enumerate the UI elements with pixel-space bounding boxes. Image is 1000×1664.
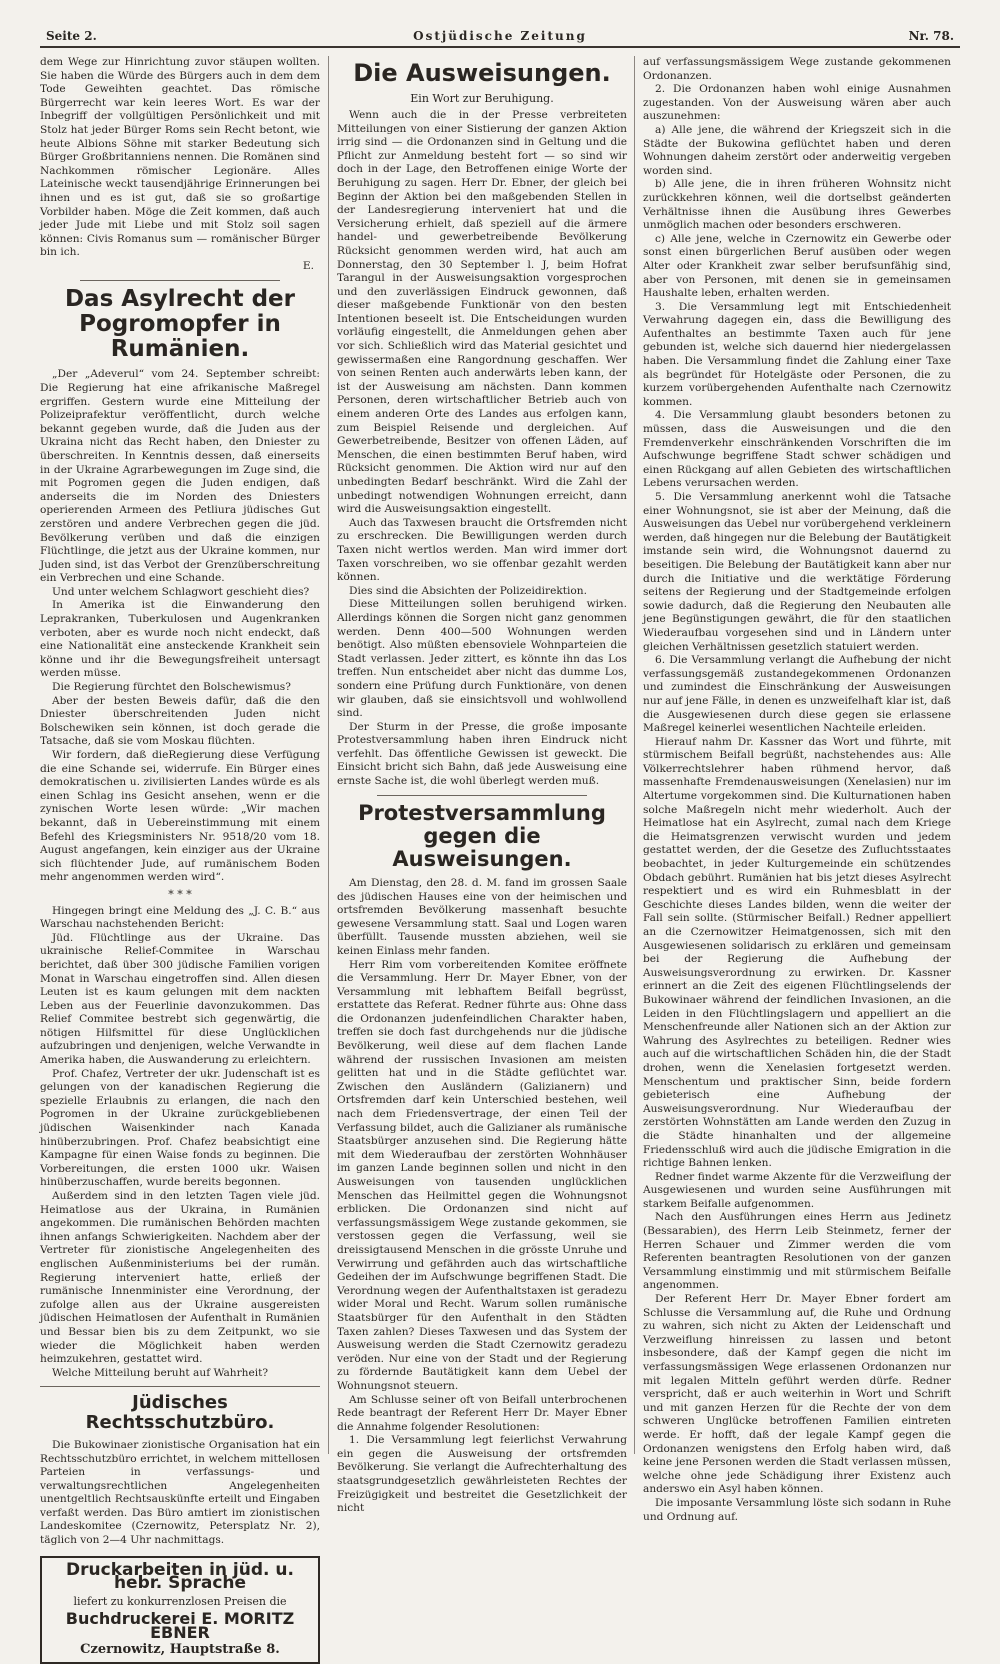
article-continuation: dem Wege zur Hinrichtung zuvor stäupen wollten. Sie haben die Würde des Bürgers auch in dem dem Tode Geweihten geachtet. Das römische Bürgerrecht war kein leeres Wort. Es war der Inbegriff der vollgültigen Persönlichkeit und mit Stolz hat jeder Bürger Roms sein Recht betont, wie heute Albions Söhne mit starker Bedeutung sich Bürger Großbritanniens nennen. Die Romänen sind Nachkommen römischer Legionäre. Alles Lateinische weckt tausendjährige Erinnerungen bei ihnen und es ist gut, daß sie so großartige Vorbilder haben. Möge die Zeit kommen, daß auch jeder Jude mit Liebe und mit Stolz soil sagen können: Civis Romanus sum — romänischer Bürger bin ich.: [40, 56, 320, 259]
paragraph: Und unter welchem Schlagwort geschieht dies?: [52, 585, 310, 598]
paragraph: Die Regierung fürchtet den Bolschewismus?: [52, 681, 291, 694]
asterism: * * *: [168, 887, 192, 901]
paragraph: Aber der besten Beweis dafür, daß die den Dniester überschreitenden Juden nicht Bolschewiken sein können, ist doch gerade die Tatsache, daß sie vom Moskau flüchten.: [40, 694, 320, 748]
column-3: [643, 56, 951, 1523]
paragraph: Wir fordern, daß dieRegierung diese Verfügung die eine Schande sei, widerrufe. Ein Bürger eines demokratischen u. zivilisierten Landes würde es als einen Schlag ins Gesicht ansehen, wenn er die zynischen Worte lesen würde: „Wir machen bekannt, daß in Uebereinstimmung mit einem Befehl des Kriegsministers Nr. 9518/20 vom 18. August angefangen, kein einziger aus der Ukraine sich flüchtender Jude, auf rumänischem Boden mehr angenommen werden wird“.: [40, 749, 320, 884]
paragraph: Außerdem sind in den letzten Tagen viele jüd. Heimatlose aus der Ukraina, in Rumänien angekommen. Die rumänischen Behörden machten ihnen anfangs Schwierigkeiten. Nachdem aber der Vertreter für zionistische Angelegenheiten des englischen Außenministeriums bei der rumän. Regierung interveniert hatte, erließ der rumänische Innenminister eine Verordnung, der zufolge allen aus der Ukraine ausgereisten jüdischen Heimatlosen der Aufenthalt in Rumänien und Bessar bien bis zu dem Zeitpunkt, wo sie wieder die Möglichkeit haben werden heimzukehren, gestattet wird.: [40, 1190, 320, 1366]
paragraph: 4. Die Versammlung glaubt besonders betonen zu müssen, dass die Ausweisungen und die den Fremdenverkehr einschränkenden Vorschriften die im Aufschwunge begriffene Stadt schwer schädigen und einen Rückgang auf allen Gebieten des wirtschaftlichen Lebens verursachen werden.: [643, 409, 951, 490]
page-number: Seite 2.: [46, 29, 97, 43]
paragraph: Jüd. Flüchtlinge aus der Ukraine. Das ukrainische Relief-Commitee in Warschau berichtet, daß über 300 jüdische Familien vorigen Monat in Warschau eingetroffen sind. Allen diesen Leuten ist es kaum gelungen mit dem nackten Leben aus der Feuerlinie davonzukommen. Das Relief Commitee bestrebt sich gegenwärtig, die nötigen Hilfsmittel für diese Unglücklichen aufzubringen und denjenigen, welche Verwandte in Amerika haben, die Auswanderung zu erleichtern.: [40, 931, 320, 1067]
paragraph: Wenn auch die in der Presse verbreiteten Mitteilungen von einer Sistierung der ganzen Aktion irrig sind — die Ordonanzen sind in Geltung und die Pflicht zur Anmeldung besteht fort — so sind wir doch in der Lage, den Betroffenen einige Worte der Beruhigung zu sagen. Herr Dr. Ebner, der gleich bei Beginn der Aktion bei den maßgebenden Stellen in der Landesregierung interveniert hat und die Versicherung erhielt, daß speziell auf die ärmere handel- und gewerbetreibende Bevölkerung Rücksicht genommen werden wird, hat auch am Donnerstag, den 30 September l. J, beim Hofrat Tarangul in der Ausweisungsaktion vorgesprochen und den zuverlässigen Eindruck gewonnen, daß dieser maßgebende Funktionär von den besten Intentionen beseelt ist. Die Entscheidungen wurden vorläufig eingestellt, die Anmeldungen gehen aber vor sich. Schließlich wird das Material gesichtet und gewissermaßen eine Rangordnung geschaffen. Wer von seinen Renten auch anderwärts leben kann, der ist der Ausweisung am nächsten. Dann kommen Personen, deren wirtschaftlicher Betrieb auch von einem anderen Orte des Landes aus erfolgen kann, zum Beispiel Reisende und dergleichen. Auf Gewerbetreibende, Besitzer von offenen Läden, auf Menschen, die einen bestimmten Beruf haben, wird Rücksicht genommen. Die Aktion wird nur auf den unbedingten Bedarf beschränkt. Wird die Zahl der unbedingt notwendigen Wohnungen erreicht, dann wird die Ausweisungsaktion eingestellt.: [337, 108, 627, 516]
ad-address: Czernowitz, Hauptstraße 8.: [80, 1641, 280, 1657]
article-headline-rechtsschutzbuero: Jüdisches Rechtsschutzbüro.: [85, 1392, 275, 1434]
issue-number: Nr. 78.: [908, 29, 954, 43]
column-divider: [634, 56, 635, 1454]
paragraph: 5. Die Versammlung anerkennt wohl die Tatsache einer Wohnungsnot, sie ist aber der Meinung, daß die Ausweisungen das Uebel nur vorübergehend verkleinern werden, daß hingegen nur die Belebung der Bautätigkeit imstande sein wird, die Wohnungsnot dauernd zu beseitigen. Die Belebung der Bautätigkeit kann aber nur durch die Initiative und die werktätige Förderung seitens der Regierung und der Stadtgemeinde erfolgen sowie dadurch, daß die Regierung den Neubauten alle jene Begünstigungen gewährt, die für den staatlichen Wiederaufbau vorgesehen sind und in Ländern unter gleichen Verhältnissen gesetzlich statuiert werden.: [643, 491, 951, 653]
advertisement-box: [40, 1556, 320, 1664]
paragraph: Herr Rim vom vorbereitenden Komitee eröffnete die Versammlung. Herr Dr. Mayer Ebner, von der Versammlung mit lebhaftem Beifall begrüsst, erstattete das Referat. Redner führte aus: Ohne dass die Ordonanzen judenfeindlichen Charakter haben, treffen sie doch fast durchgehends nur die jüdische Bevölkerung, weil diese auf dem flachen Lande während der russischen Invasionen am meisten gelitten hat und in die Städte geflüchtet war. Zwischen den Ausländern (Galizianern) und Ortsfremden darf kein Unterschied bestehen, weil nach dem Friedensvertrage, der einen Teil der Verfassung bildet, auch die Galizianer als rumänische Staatsbürger anzusehen sind. Die Regierung hätte mit dem Wiederaufbau der zerstörten Wohnhäuser im ganzen Lande beginnen sollen und nicht in den Ausweisungen von tausenden unglücklichen Menschen das Heilmittel gegen die Wohnungsnot erblicken. Die Ordonanzen sind nicht auf verfassungsmässigem Wege zustande gekommen, sie verstossen gegen die Verfassung, weil sie dreissigtausend Menschen in die grösste Unruhe und Verwirrung und gefährden auch das wirtschaftliche Gedeihen der im Aufschwunge begriffenen Stadt. Die Verordnung wegen der Aufenthaltstaxen ist geradezu wider Moral und Recht. Warum sollen rumänische Staatsbürger für den Aufenthalt in den Städten Taxen zahlen? Dieses Taxwesen und das System der Ausweisung werden die Stadt Czernowitz geradezu veröden. Nur eine von der Stadt und der Regierung zu fördernde Bautätigkeit kann dem Uebel der Wohnungsnot steuern.: [337, 958, 627, 1392]
paragraph: Der Referent Herr Dr. Mayer Ebner fordert am Schlusse die Versammlung auf, die Ruhe und Ordnung zu wahren, sich nicht zu Akten der Leidenschaft und Verzweiflung hinreissen zu lassen und betont insbesondere, daß der Kampf gegen die nicht im verfassungsmässigen Wege erlassenen Ordonanzen nur mit legalen Mitteln geführt werden dürfe. Redner verspricht, daß er auch weiterhin in Wort und Schrift und mit ganzen Herzen für die Rechte der von dem schweren Unglücke betroffenen Familien eintreten werde. Er hofft, daß der legale Kampf gegen die Ordonanzen wenigstens den Erfolg haben wird, daß keine jene Personen werden die Stadt verlassen müssen, welche ohne jede Schädigung ihrer Existenz auch anderswo ein Asyl haben können.: [643, 1293, 951, 1496]
paragraph: 2. Die Ordonanzen haben wohl einige Ausnahmen zugestanden. Von der Ausweisung wären aber auch auszunehmen:: [643, 83, 951, 123]
paragraph: 6. Die Versammlung verlangt die Aufhebung der nicht verfassungsgemäß zustandegekommenen Ordonanzen und zumindest die Einschränkung der Ausweisungen nur auf jene Fälle, in denen es unzweifelhaft klar ist, daß die Ausgewiesenen durch diese gegen sie erlassene Maßregel keinerlei wesentlichen Nachteile erleiden.: [643, 654, 951, 735]
article-headline-protestversammlung: Protestversammlung gegen die Ausweisungen.: [358, 800, 606, 871]
paragraph: Dies sind die Absichten der Polizeidirektion.: [349, 584, 587, 597]
article-divider: [377, 795, 587, 796]
paragraph: Hierauf nahm Dr. Kassner das Wort und führte, mit stürmischem Beifall begrüßt, nachstehendes aus: Alle Völkerrechtslehrer haben rühmend hervor, daß massenhafte Fremdenausweisungen (Xenelasien) nur im Altertume vorgekommen sind. Die Kulturnationen haben solche Maßregeln nicht mehr wiederholt. Auch der Heimatlose hat ein Asylrecht, zumal nach dem Kriege die Heimatsgrenzen verwischt wurden und jedem gestattet werden, der die Gesetze des Zufluchtsstaates beobachtet, in jeder Kulturgemeinde ein schützendes Obdach gebührt. Rumänien hat bis jetzt dieses Asylrecht respektiert und es wird ein Ruhmesblatt in der Geschichte dieses Landes bilden, wenn die weiter der Fall sein sollte. (Stürmischer Beifall.) Redner appelliert an die Czernowitzer Heimatgenossen, sich mit den Ausgewiesenen solidarisch zu erklären und gemeinsam bei der Regierung die Aufhebung der Ausweisungsverordnung zu erwirken. Dr. Kassner erinnert an die Zeit des eigenen Flüchtlingselends der Bukowinaer während der feindlichen Invasionen, an die Leiden in den Flüchtlingslagern und appelliert an die Menschenfreunde aller Nationen sich an der Aktion zur Wahrung des Asylrechtes zu beteiligen. Redner wies auch auf die wirtschaftlichen Schäden hin, die der Stadt drohen, wenn die Xenelasien fortgesetzt werden. Menschentum und praktischer Sinn, beide fordern gebieterisch eine Aufhebung der Ausweisungsverordnung. Nur Wiederaufbau der zerstörten Wohnstätten am Lande werden den Zuzug in die Städte hinanhalten und der allgemeine Friedensschluß wird auch die jüdische Emigration in die richtige Bahnen lenken.: [643, 735, 951, 1170]
paragraph: Prof. Chafez, Vertreter der ukr. Judenschaft ist es gelungen von der kanadischen Regierung die spezielle Erlaubnis zu erlangen, die nach den Pogromen in der Ukraine zurückgebliebenen jüdischen Waisenkinder nach Kanada hinüberzubringen. Prof. Chafez beabsichtigt eine Kampagne für einen Waise fonds zu beginnen. Die Vorbereitungen, die ersten 1000 ukr. Waisen hinüberzuschaffen, wurde bereits begonnen.: [40, 1067, 320, 1189]
article-headline-ausweisungen: Die Ausweisungen.: [353, 59, 611, 87]
paragraph: Diese Mitteilungen sollen beruhigend wirken. Allerdings können die Sorgen nicht ganz genommen werden. Denn 400—500 Wohnungen werden benötigt. Also müßten ebensoviele Wohnparteien die Stadt verlassen. Jeder zittert, es könnte ihn das Los treffen. Nun entscheidet aber nicht das dumme Los, sondern eine Prüfung durch Funktionäre, von denen wir glauben, daß sie einsichtsvoll und wohlwollend sind.: [337, 598, 627, 720]
paragraph: Die Bukowinaer zionistische Organisation hat ein Rechtsschutzbüro errichtet, in welchem mittellosen Parteien in verfassungs- und verwaltungsrechtlichen Angelegenheiten unentgeltlich Rechtsauskünfte erteilt und Eingaben verfaßt werden. Das Büro amtiert im zionistischen Landeskomitee (Czernowitz, Petersplatz Nr. 2), täglich von 2—4 Uhr nachmittags.: [40, 1438, 320, 1547]
paragraph: Hingegen bringt eine Meldung des „J. C. B.“ aus Warschau nachstehenden Bericht:: [40, 904, 320, 931]
article-headline-asylrecht: Das Asylrecht der Pogromopfer in Rumänien.: [64, 285, 296, 363]
ad-text: liefert zu konkurrenzlosen Preisen die: [73, 1594, 287, 1608]
article-divider: [40, 1386, 320, 1387]
newspaper-title: Ostjüdische Zeitung: [413, 29, 587, 43]
paragraph: Redner findet warme Akzente für die Verzweiflung der Ausgewiesenen und wurden seine Ausführungen mit starkem Beifalle aufgenommen.: [643, 1170, 951, 1210]
paragraph: Am Schlusse seiner oft von Beifall unterbrochenen Rede beantragt der Referent Herr Dr. Mayer Ebner die Annahme folgender Resolutionen:: [337, 1393, 627, 1433]
paragraph: „Der „Adeverul“ vom 24. September schreibt: Die Regierung hat eine afrikanische Maßregel ergriffen. Gestern wurde eine Mitteilung der Polizeiprafektur veröffentlicht, durch welche bekannt gegeben wurde, daß die Juden aus der Ukraina nicht das Recht haben, den Dniester zu überschreiten. In Kenntnis dessen, daß einerseits in der Ukraine Agrarbewegungen im Zuge sind, die mit Pogromen gegen die Juden endigen, daß anderseits die im Norden des Dniesters operierenden Armeen des Petliura jüdisches Gut zerstören und andere Verbrechen gegen die jüd. Bevölkerung verüben und daß die einzigen Flüchtlinge, die jetzt aus der Ukraine kommen, nur Juden sind, ist das Verbot der Grenzüberschreitung ein Verbrechen und eine Schande.: [40, 368, 320, 585]
ad-company: Buchdruckerei E. MORITZ EBNER: [65, 1609, 295, 1643]
paragraph: Nach den Ausführungen eines Herrn aus Jedinetz (Bessarabien), des Herrn Leib Steinmetz, ferner der Herren Schauer und Zimmer werden die vom Referenten beantragten Resolutionen von der ganzen Versammlung einstimmig und mit stürmischem Beifalle angenommen.: [643, 1211, 951, 1292]
column-divider: [328, 56, 329, 1454]
author-signature: E.: [302, 259, 314, 272]
page-header: [40, 26, 960, 48]
article-subtitle: Ein Wort zur Beruhigung.: [410, 92, 554, 106]
paragraph: a) Alle jene, die während der Kriegszeit sich in die Städte der Bukowina geflüchtet haben und deren Wohnungen daheim zerstört oder anderweitig vergeben worden sind.: [643, 123, 951, 177]
paragraph: Die imposante Versammlung löste sich sodann in Ruhe und Ordnung auf.: [643, 1496, 951, 1523]
column-1: [40, 56, 320, 1657]
paragraph: b) Alle jene, die in ihren früheren Wohnsitz nicht zurückkehren können, weil die dortselbst geänderten Verhältnisse ihnen die Ausübung ihres Gewerbes unmöglich machen oder besonders erschweren.: [643, 178, 951, 232]
ad-headline: Druckarbeiten in jüd. u. hebr. Sprache: [66, 1559, 294, 1594]
paragraph: c) Alle jene, welche in Czernowitz ein Gewerbe oder sonst einen bürgerlichen Beruf ausüben oder wegen Alter oder Krankheit zwar selber berufsunfähig sind, aber von Personen, mit denen sie in gemeinsamen Haushalte leben, erhalten werden.: [643, 232, 951, 300]
paragraph: auf verfassungsmässigem Wege zustande gekommenen Ordonanzen.: [643, 56, 951, 82]
paragraph: In Amerika ist die Einwanderung den Leprakranken, Tuberkulosen und Augenkranken verboten, aber es wurde noch nicht endeckt, daß eine Nationalität eine ansteckende Krankheit sein könne und ihr die Bewegungsfreiheit untersagt werden müsse.: [40, 599, 320, 680]
paragraph: Am Dienstag, den 28. d. M. fand im grossen Saale des jüdischen Hauses eine von der heimischen und ortsfremden Bevölkerung massenhaft besuchte gewesene Versammlung statt. Saal und Logen waren überfüllt. Tausende mussten abziehen, weil sie keinen Einlass mehr fanden.: [337, 876, 627, 957]
paragraph: 3. Die Versammlung legt mit Entschiedenheit Verwahrung dagegen ein, dass die Bewilligung des Aufenthaltes an bestimmte Taxen auch für jene gebunden ist, welche sich dauernd hier niedergelassen haben. Die Versammlung findet die Zahlung einer Taxe als begründet für Hotelgäste oder Personen, die zu kurzem vorübergehenden Aufenthalte nach Czernowitz kommen.: [643, 300, 951, 408]
article-divider: [80, 280, 280, 281]
column-2: [337, 56, 627, 1515]
paragraph: Auch das Taxwesen braucht die Ortsfremden nicht zu erschrecken. Die Bewilligungen werden durch Taxen nicht wertlos werden. Man wird immer dort Taxen vorschreiben, wo sie offenbar gezahlt werden können.: [337, 516, 627, 584]
paragraph: Der Sturm in der Presse, die große imposante Protestversammlung haben ihren Eindruck nicht verfehlt. Das öffentliche Gewissen ist geweckt. Die Einsicht bricht sich Bahn, daß jede Ausweisung eine ernste Sache ist, die wohl überlegt werden muß.: [337, 720, 627, 788]
paragraph: 1. Die Versammlung legt feierlichst Verwahrung ein gegen die Ausweisung der ortsfremden Bevölkerung. Sie verlangt die Aufrechterhaltung des staatsgrundgesetzlich gewährleisteten Rechtes der Freizügigkeit und bestreitet die Gesetzlichkeit der nicht: [337, 1434, 627, 1515]
paragraph: Welche Mitteilung beruht auf Wahrheit?: [52, 1366, 269, 1379]
